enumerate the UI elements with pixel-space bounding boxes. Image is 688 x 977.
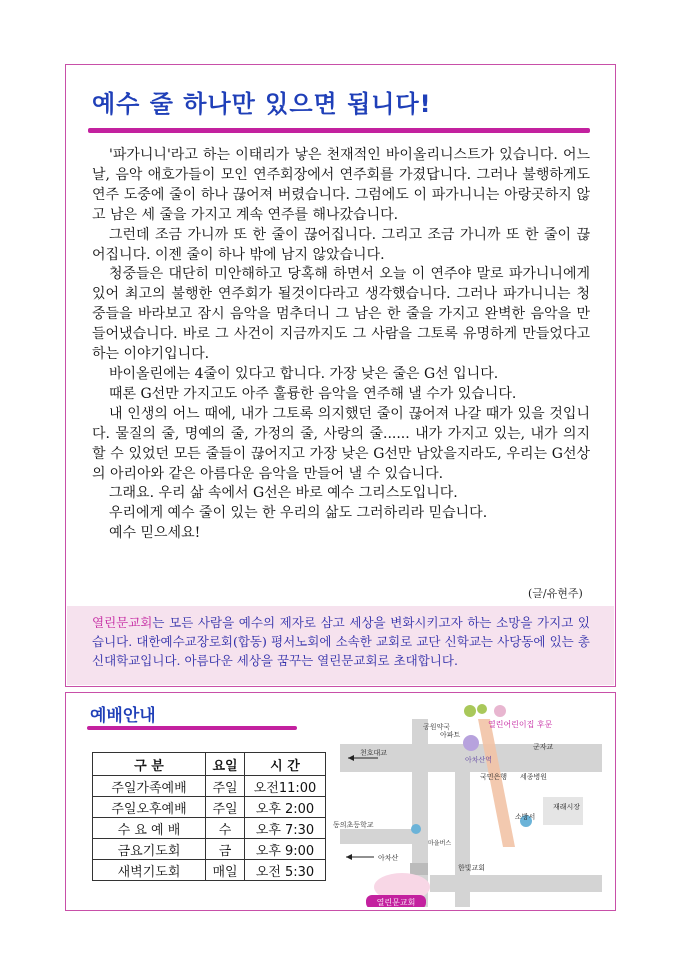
table-row xyxy=(93,818,326,839)
church-badge-label: 열린문교회 xyxy=(376,898,416,907)
paragraph: 그런데 조금 가니까 또 한 줄이 끊어집니다. 그리고 조금 가니까 또 한 줄이 끊어집니다. 이젠 줄이 하나 밖에 남지 않았습니다. xyxy=(92,226,590,263)
paragraph: 우리에게 예수 줄이 있는 한 우리의 삶도 그러하리라 믿습니다. xyxy=(109,505,488,522)
map-label-church-near: 한빛교회 xyxy=(458,864,486,872)
map-label-gunja: 군자교 xyxy=(533,743,554,751)
worship-schedule-table xyxy=(92,752,326,881)
bottom-road xyxy=(430,875,602,892)
table-row xyxy=(93,860,326,881)
paragraph: 바이올린에는 4줄이 있다고 합니다. 가장 낮은 줄은 G선 입니다. xyxy=(109,365,499,382)
title-underline xyxy=(88,128,590,133)
cell-time: 오전11:00 xyxy=(245,776,326,797)
paragraph: 내 인생의 어느 때에, 내가 그토록 의지했던 줄이 끊어져 나갈 때가 있을 것입니다. 물질의 줄, 명예의 줄, 가정의 줄, 사랑의 줄...... 내가 가지고 있는, 내가 의지 할 수 있었던 모든 줄들이 끊어지고 가장 낮은 G선만 남았을지라도, 우리는 G선상의 아리아와 같은 아름다운 음악을 만들어 낼 수 있습니다. xyxy=(92,405,590,482)
market-building xyxy=(543,797,583,825)
article-body xyxy=(92,146,590,544)
cell-type: 주일가족예배 xyxy=(93,776,206,797)
cell-type: 금요기도회 xyxy=(93,839,206,860)
map-label-achasan: 아차산 xyxy=(378,854,399,862)
schedule-title: 예배안내 xyxy=(90,706,156,726)
table-row xyxy=(93,839,326,860)
map-label-kindergarten: 열린어린이집 후문 xyxy=(488,720,553,729)
header-time: 시 간 xyxy=(245,753,326,776)
paragraph: 그래요. 우리 삶 속에서 G선은 바로 예수 그리스도입니다. xyxy=(109,485,458,502)
cell-type: 새벽기도회 xyxy=(93,860,206,881)
paragraph: '파가니니'라고 하는 이태리가 낳은 천재적인 바이올리니스트가 있습니다. 어느 날, 음악 애호가들이 모인 연주회장에서 연주회를 가졌답니다. 그러나 불행하게도 연주 도중에 줄이 하나 끊어져 버렸습니다. 그럼에도 이 파가니니는 아랑곳하지 않고 남은 세 줄을 가지고 계속 연주를 해나갔습니다. xyxy=(92,147,590,223)
article-author: (글/유현주) xyxy=(528,587,583,600)
map-label-bank: 국민은행 xyxy=(480,773,508,781)
cell-day: 매일 xyxy=(206,860,245,881)
map-label-station: 아차산역 xyxy=(465,756,493,764)
tree-icon xyxy=(477,704,487,714)
map-label-bus: 마을버스 xyxy=(428,840,452,847)
church-intro-text: 는 모든 사람을 예수의 제자로 삼고 세상을 변화시키고자 하는 소망을 가지고 있습니다. 대한예수교장로회(합동) 평서노회에 소속한 교회로 교단 신학교는 사당동에 있는 총신대학교입니다. 아름다운 세상을 꿈꾸는 열린문교회로 초대합니다. xyxy=(92,615,590,668)
map-label-cheonho: 천호대교 xyxy=(360,749,388,757)
tree-icon xyxy=(464,705,476,717)
church-location-map xyxy=(330,697,602,907)
cell-type: 주일오후예배 xyxy=(93,797,206,818)
cell-type: 수 요 예 배 xyxy=(93,818,206,839)
station-marker-icon xyxy=(463,735,479,751)
map-label-fire: 소방서 xyxy=(515,813,536,821)
cell-day: 수 xyxy=(206,818,245,839)
church-name: 열린문교회 xyxy=(92,615,153,630)
paragraph: 때론 G선만 가지고도 아주 훌륭한 음악을 연주해 낼 수가 있습니다. xyxy=(109,385,517,402)
cell-time: 오후 9:00 xyxy=(245,839,326,860)
schedule-underline xyxy=(87,726,297,730)
map-label-school: 동의초등학교 xyxy=(333,821,374,829)
cell-day: 금 xyxy=(206,839,245,860)
map-label-market: 재래시장 xyxy=(553,803,581,811)
cell-day: 주일 xyxy=(206,776,245,797)
cell-time: 오전 5:30 xyxy=(245,860,326,881)
table-row xyxy=(93,797,326,818)
table-header-row xyxy=(93,753,326,776)
route-path xyxy=(478,719,515,847)
cell-time: 오후 2:00 xyxy=(245,797,326,818)
church-intro xyxy=(92,613,590,670)
paragraph: 예수 믿으세요! xyxy=(109,525,201,542)
header-type: 구 분 xyxy=(93,753,206,776)
arrow-head-icon xyxy=(346,854,352,860)
cell-time: 오후 7:30 xyxy=(245,818,326,839)
header-day: 요일 xyxy=(206,753,245,776)
building xyxy=(410,863,428,875)
map-label-hospital: 세종병원 xyxy=(520,773,548,781)
map-label-pharmacy: 공원약국 xyxy=(423,723,451,731)
map-label-apt: 아파트 xyxy=(440,731,461,739)
table-row xyxy=(93,776,326,797)
flower-icon xyxy=(494,705,506,717)
cell-day: 주일 xyxy=(206,797,245,818)
school-icon xyxy=(411,824,421,834)
paragraph: 청중들은 대단히 미안해하고 당혹해 하면서 오늘 이 연주야 말로 파가니니에게 있어 최고의 불행한 연주회가 될것이다라고 생각했습니다. 그러나 파가니니는 청중들을 바라보고 잠시 음악을 멈추더니 그 남은 한 줄을 가지고 완벽한 음악을 만들어냈습니다. 바로 그 사건이 지금까지도 그 사람을 그토록 유명하게 만들었다고 하는 이야기입니다. xyxy=(92,266,590,363)
article-title: 예수 줄 하나만 있으면 됩니다! xyxy=(92,90,432,118)
